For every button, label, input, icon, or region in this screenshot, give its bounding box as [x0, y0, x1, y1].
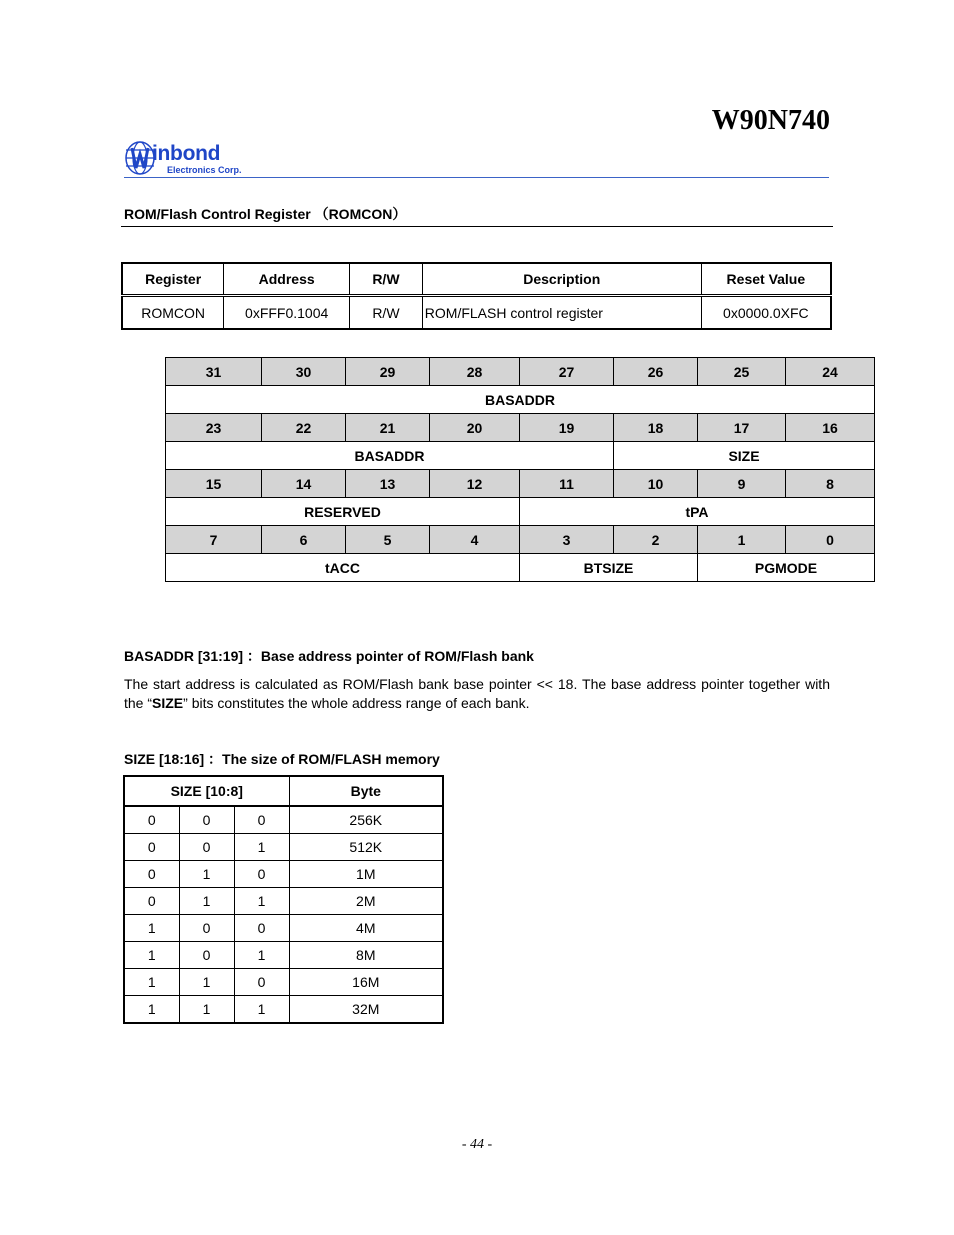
document-title: W90N740 — [711, 105, 830, 136]
bit-cell: 16 — [786, 414, 875, 442]
bit-number-row — [166, 358, 875, 386]
header-description: Description — [422, 263, 701, 296]
table-row — [124, 996, 443, 1024]
table-cell: 0 — [234, 861, 289, 888]
table-cell: 0 — [124, 861, 179, 888]
table-cell: 8M — [289, 942, 443, 969]
bit-cell: 27 — [520, 358, 614, 386]
table-cell: 0 — [124, 806, 179, 834]
field-row — [166, 442, 875, 470]
table-cell: 4M — [289, 915, 443, 942]
table-cell: 16M — [289, 969, 443, 996]
bit-cell: 4 — [430, 526, 520, 554]
bit-cell: 30 — [262, 358, 346, 386]
size-heading: SIZE [18:16] ：The size of ROM/FLASH memory — [124, 751, 440, 767]
field-row — [166, 386, 875, 414]
size-table — [123, 775, 444, 1024]
table-cell: 0 — [124, 834, 179, 861]
basaddr-text-bold: SIZE — [152, 695, 184, 711]
basaddr-heading: BASADDR [31:19] ：Base address pointer of ROM/Flash bank — [124, 648, 534, 664]
bit-cell: 1 — [698, 526, 786, 554]
field-reserved: RESERVED — [166, 498, 520, 526]
table-cell: 0 — [234, 969, 289, 996]
field-basaddr-high: BASADDR — [166, 386, 875, 414]
header-address: Address — [224, 263, 350, 296]
header-size-bits: SIZE [10:8] — [124, 776, 289, 806]
table-cell: 1 — [124, 996, 179, 1024]
table-cell: 1 — [234, 834, 289, 861]
field-basaddr-low: BASADDR — [166, 442, 614, 470]
table-cell: 0 — [234, 915, 289, 942]
field-pgmode: PGMODE — [698, 554, 875, 582]
bit-cell: 10 — [614, 470, 698, 498]
field-row — [166, 498, 875, 526]
field-btsize: BTSIZE — [520, 554, 698, 582]
field-row — [166, 554, 875, 582]
bit-cell: 29 — [346, 358, 430, 386]
bit-cell: 0 — [786, 526, 875, 554]
bit-field-table — [165, 357, 875, 582]
table-cell: 32M — [289, 996, 443, 1024]
table-cell: 1M — [289, 861, 443, 888]
bit-cell: 15 — [166, 470, 262, 498]
basaddr-text-1: The start address is calculated as ROM/Flash bank base pointer << 18. The base address pointer together with the “ — [124, 676, 830, 711]
logo-subtitle: Electronics Corp. — [167, 165, 242, 175]
winbond-logo — [124, 138, 304, 180]
bit-cell: 22 — [262, 414, 346, 442]
table-cell: 256K — [289, 806, 443, 834]
section-heading: ROM/Flash Control Register （ROMCON） — [124, 206, 407, 222]
page-number: - 44 - — [461, 1137, 493, 1152]
bit-cell: 28 — [430, 358, 520, 386]
bit-cell: 23 — [166, 414, 262, 442]
register-summary-table — [121, 262, 832, 330]
bit-cell: 14 — [262, 470, 346, 498]
basaddr-text-2: ” bits constitutes the whole address range of each bank. — [183, 695, 530, 711]
table-cell: 0 — [179, 806, 234, 834]
bit-cell: 25 — [698, 358, 786, 386]
field-tpa: tPA — [520, 498, 875, 526]
table-cell: 1 — [124, 915, 179, 942]
bit-cell: 13 — [346, 470, 430, 498]
section-divider — [121, 226, 833, 227]
table-row — [124, 888, 443, 915]
table-cell: 0 — [234, 806, 289, 834]
table-row — [124, 915, 443, 942]
table-cell: 1 — [179, 861, 234, 888]
cell-address: 0xFFF0.1004 — [224, 296, 350, 330]
table-cell: 1 — [124, 969, 179, 996]
header-register: Register — [122, 263, 224, 296]
table-cell: 1 — [124, 942, 179, 969]
table-cell: 0 — [179, 834, 234, 861]
field-tacc: tACC — [166, 554, 520, 582]
table-cell: 0 — [179, 915, 234, 942]
table-row — [124, 942, 443, 969]
bit-number-row — [166, 470, 875, 498]
header-reset-value: Reset Value — [701, 263, 831, 296]
table-row — [124, 861, 443, 888]
logo-wordmark: inbond — [152, 142, 221, 165]
bit-cell: 5 — [346, 526, 430, 554]
table-cell: 1 — [179, 969, 234, 996]
cell-description: ROM/FLASH control register — [422, 296, 701, 330]
table-cell: 1 — [234, 888, 289, 915]
table-cell: 1 — [179, 888, 234, 915]
bit-cell: 11 — [520, 470, 614, 498]
bit-cell: 12 — [430, 470, 520, 498]
cell-rw: R/W — [350, 296, 423, 330]
table-cell: 2M — [289, 888, 443, 915]
table-cell: 1 — [234, 996, 289, 1024]
table-row — [124, 834, 443, 861]
table-header-row — [122, 263, 831, 296]
bit-cell: 31 — [166, 358, 262, 386]
bit-cell: 17 — [698, 414, 786, 442]
table-cell: 1 — [179, 996, 234, 1024]
table-row — [122, 296, 831, 330]
field-size: SIZE — [614, 442, 875, 470]
bit-cell: 7 — [166, 526, 262, 554]
table-cell: 0 — [124, 888, 179, 915]
bit-cell: 19 — [520, 414, 614, 442]
bit-cell: 20 — [430, 414, 520, 442]
cell-reset-value: 0x0000.0XFC — [701, 296, 831, 330]
bit-cell: 18 — [614, 414, 698, 442]
table-header-row — [124, 776, 443, 806]
bit-number-row — [166, 526, 875, 554]
bit-cell: 8 — [786, 470, 875, 498]
bit-cell: 24 — [786, 358, 875, 386]
bit-cell: 6 — [262, 526, 346, 554]
bit-cell: 2 — [614, 526, 698, 554]
table-cell: 512K — [289, 834, 443, 861]
header-divider — [124, 177, 829, 178]
bit-number-row — [166, 414, 875, 442]
bit-cell: 26 — [614, 358, 698, 386]
table-cell: 0 — [179, 942, 234, 969]
cell-register: ROMCON — [122, 296, 224, 330]
table-cell: 1 — [234, 942, 289, 969]
table-row — [124, 969, 443, 996]
header-rw: R/W — [350, 263, 423, 296]
basaddr-description — [124, 675, 830, 713]
header-byte: Byte — [289, 776, 443, 806]
bit-cell: 9 — [698, 470, 786, 498]
bit-cell: 3 — [520, 526, 614, 554]
table-row — [124, 806, 443, 834]
bit-cell: 21 — [346, 414, 430, 442]
